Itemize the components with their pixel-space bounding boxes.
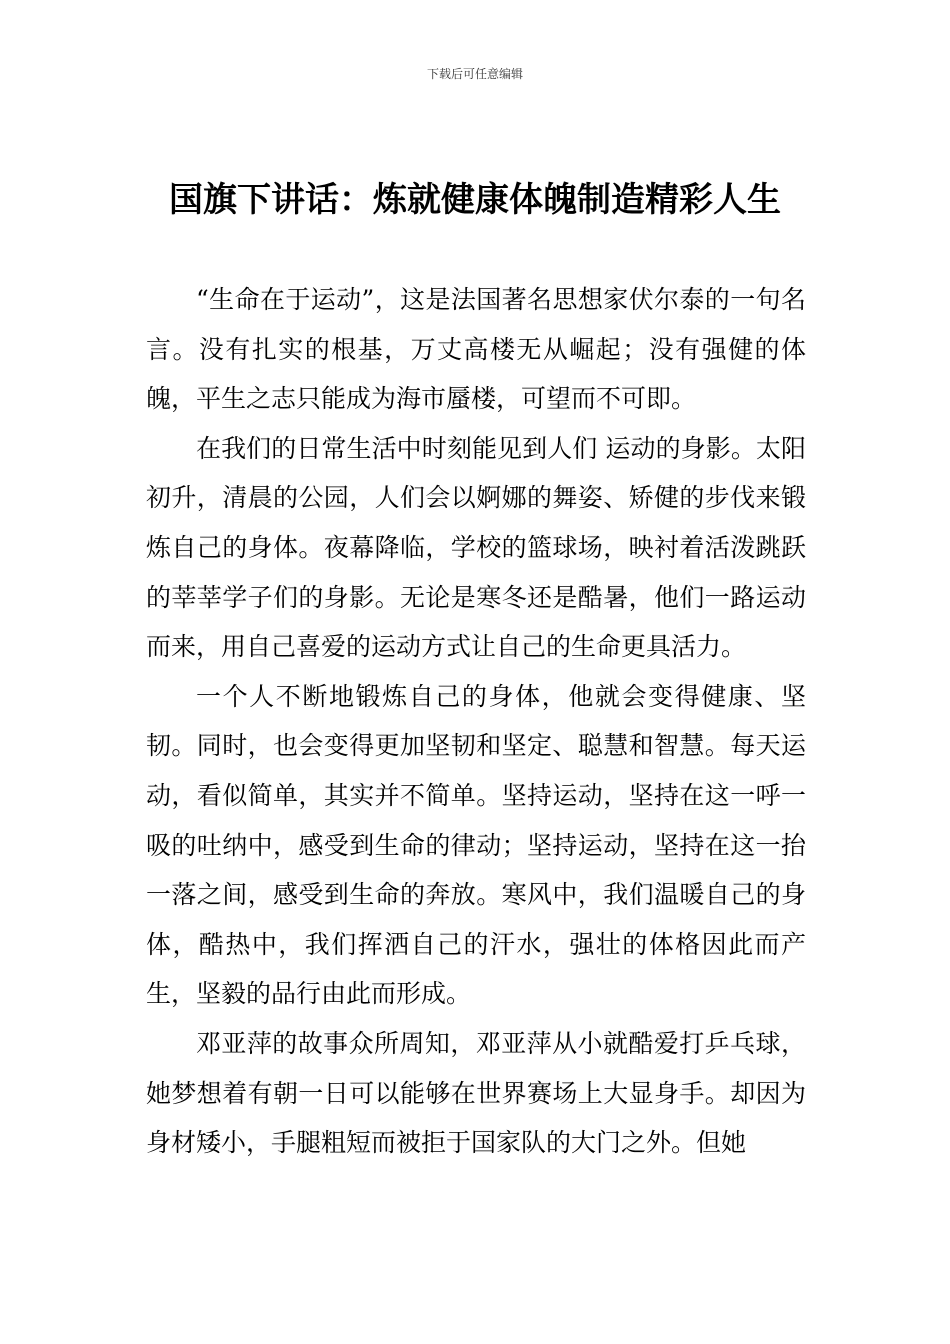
paragraph-2: 在我们的日常生活中时刻能见到人们 运动的身影。太阳初升，清晨的公园，人们会以婀娜的舞姿、矫健的步伐来锻炼自己的身体。夜幕降临，学校的篮球场，映衬着活泼跳跃的莘莘学子们的身影。无论是寒冬还是酷暑，他们一路运动而来，用自己喜爱的运动方式让自己的生命更具活力。 [146, 433, 806, 662]
paragraph-1: “生命在于运动”，这是法国著名思想家伏尔泰的一句名言。没有扎实的根基，万丈高楼无从崛起；没有强健的体魄，平生之志只能成为海市蜃楼，可望而不可即。 [146, 285, 806, 414]
document-title: 国旗下讲话：炼就健康体魄制造精彩人生 [169, 180, 781, 220]
header-note: 下载后可任意编辑 [426, 67, 523, 81]
document-body [146, 275, 806, 1168]
paragraph-4: 邓亚萍的故事众所周知，邓亚萍从小就酷爱打乒乓球，她梦想着有朝一日可以能够在世界赛场上大显身手。却因为身材矮小，手腿粗短而被拒于国家队的大门之外。但她 [146, 1028, 806, 1158]
paragraph-3: 一个人不断地锻炼自己的身体，他就会变得健康、坚韧。同时，也会变得更加坚韧和坚定、聪慧和智慧。每天运动，看似简单，其实并不简单。坚持运动，坚持在这一呼一吸的吐纳中，感受到生命的律动；坚持运动，坚持在这一抬一落之间，感受到生命的奔放。寒风中，我们温暖自己的身体，酷热中，我们挥洒自己的汗水，强壮的体格因此而产生，坚毅的品行由此而形成。 [146, 681, 806, 1009]
